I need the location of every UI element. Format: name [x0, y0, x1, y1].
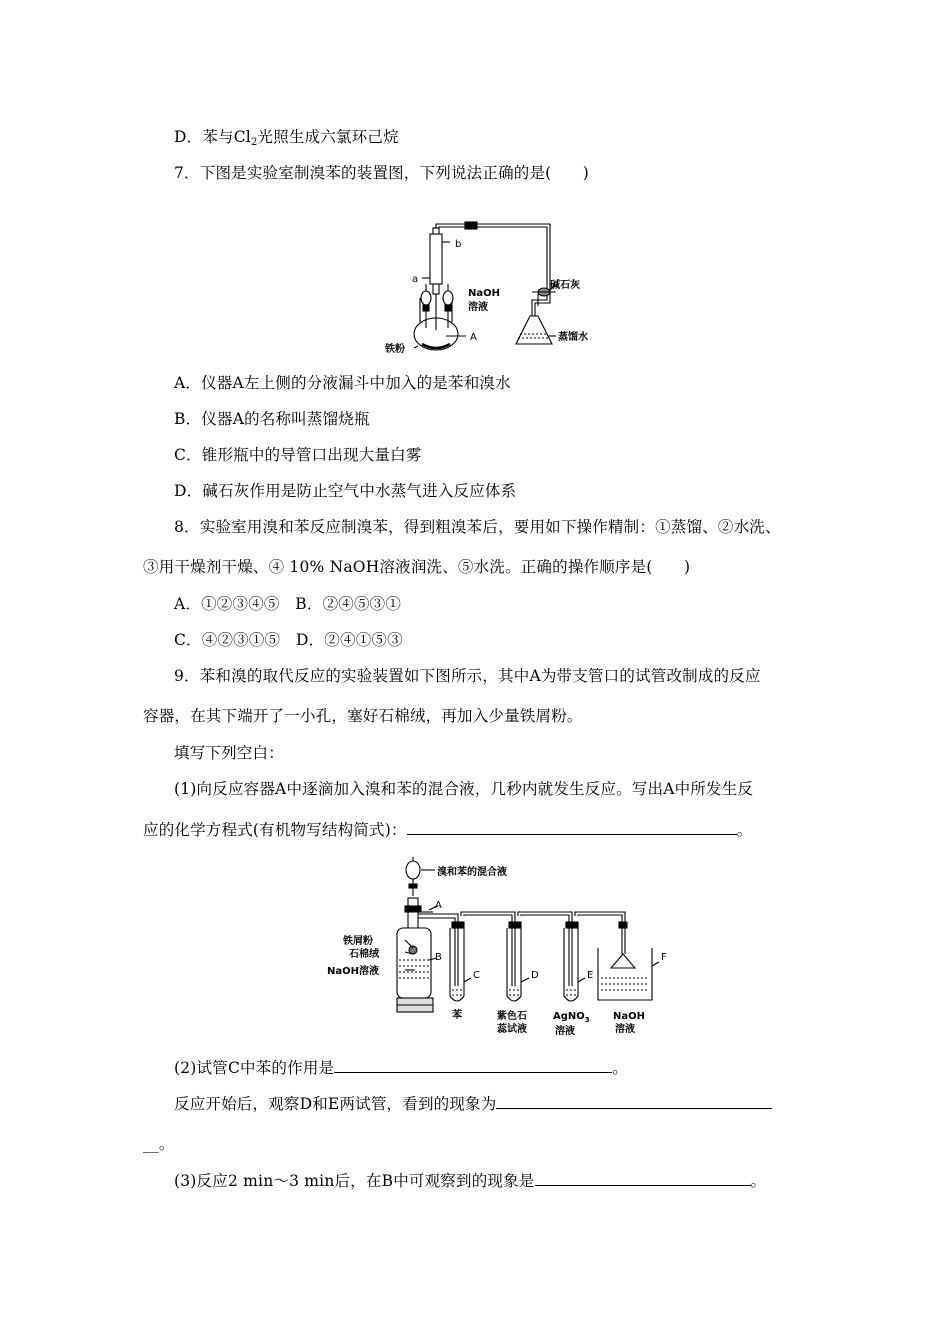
q7-option-d: D．碱石灰作用是防止空气中水蒸气进入反应体系: [174, 482, 517, 500]
q9-label-litmus1: 紫色石: [497, 1011, 527, 1022]
answer-blank-4[interactable]: [535, 1171, 751, 1186]
q7-label-sodalime: 碱石灰: [550, 280, 580, 291]
q9-label-naoh-f1: NaOH: [613, 1011, 645, 1022]
q9-apparatus-figure: [325, 856, 685, 1046]
answer-blank-2[interactable]: [334, 1058, 612, 1073]
q9-label-a: A: [435, 900, 442, 911]
q9-label-asbestos: 石棉绒: [349, 949, 379, 960]
q8-stem-line1: 8．实验室用溴和苯反应制溴苯，得到粗溴苯后，要用如下操作精制：①蒸馏、②水洗、: [174, 518, 781, 536]
q7-option-c: C．锥形瓶中的导管口出现大量白雾: [174, 446, 422, 464]
q9-stem-line2: 容器，在其下端开了一小孔，塞好石棉绒，再加入少量铁屑粉。: [143, 707, 583, 725]
q9-label-iron-powder: 铁屑粉: [343, 936, 373, 947]
q9-label-agno3-solution: 溶液: [555, 1026, 575, 1037]
q7-label-a: a: [412, 274, 419, 285]
q9-label-mixture: 溴和苯的混合液: [437, 867, 507, 878]
q7-label-naoh2: 溶液: [468, 302, 488, 313]
q9-label-litmus2: 蕊试液: [497, 1024, 527, 1035]
q9-label-e: E: [587, 970, 594, 981]
q7-label-iron: 铁粉: [385, 344, 405, 355]
q9-p2: (2)试管C中苯的作用是 。: [174, 1059, 628, 1077]
q8-options-row2: C．④②③①⑤ D．②④①⑤③: [174, 631, 403, 649]
q7-label-b: b: [455, 239, 462, 250]
q9-label-f: F: [661, 952, 667, 963]
q9-p1-line1: (1)向反应容器A中逐滴加入溴和苯的混合液，几秒内就发生反应。写出A中所发生反: [174, 780, 754, 798]
q8-options-row1: A．①②③④⑤ B．②④⑤③①: [174, 595, 402, 613]
q7-label-water: 蒸馏水: [558, 332, 588, 343]
q9-observe: 反应开始后，观察D和E两试管，看到的现象为: [174, 1094, 772, 1114]
q9-label-d: D: [531, 970, 539, 981]
q9-label-c: C: [473, 970, 480, 981]
q9-label-naoh-solution: NaOH溶液: [327, 966, 379, 977]
q6-option-d: D．苯与$Cl_2$光照生成六氯环己烷: [174, 128, 399, 148]
q8-stem-line2: ③用干燥剂干燥、④ 10% NaOH溶液润洗、⑤水洗。正确的操作顺序是( ): [143, 558, 691, 576]
q9-p3: (3)反应2 min～3 min后，在B中可观察到的现象是 。: [174, 1172, 767, 1190]
q7-label-flask-a: A: [470, 332, 477, 343]
q7-option-a: A．仪器A左上侧的分液漏斗中加入的是苯和溴水: [174, 374, 511, 392]
answer-blank-1[interactable]: [407, 820, 737, 835]
q9-stem-line1: 9．苯和溴的取代反应的实验装置如下图所示，其中A为带支管口的试管改制成的反应: [174, 667, 761, 685]
q9-fill-intro: 填写下列空白：: [174, 744, 284, 762]
q7-option-b: B．仪器A的名称叫蒸馏烧瓶: [174, 410, 370, 428]
q9-label-agno3: AgNO$_3$: [553, 1011, 590, 1024]
q9-p1-line2: 应的化学方程式(有机物写结构简式)： 。: [143, 821, 753, 839]
q7-label-naoh1: NaOH: [468, 288, 500, 299]
q7-stem: 7．下图是实验室制溴苯的装置图，下列说法正确的是( ): [174, 164, 590, 182]
q9-label-b: B: [435, 952, 442, 963]
q9-label-naoh-f2: 溶液: [615, 1024, 635, 1035]
q7-apparatus-figure: [380, 218, 600, 360]
q9-observe-cont: __。: [143, 1135, 175, 1153]
q9-label-benzene: 苯: [452, 1010, 462, 1021]
answer-blank-3[interactable]: [496, 1094, 772, 1109]
